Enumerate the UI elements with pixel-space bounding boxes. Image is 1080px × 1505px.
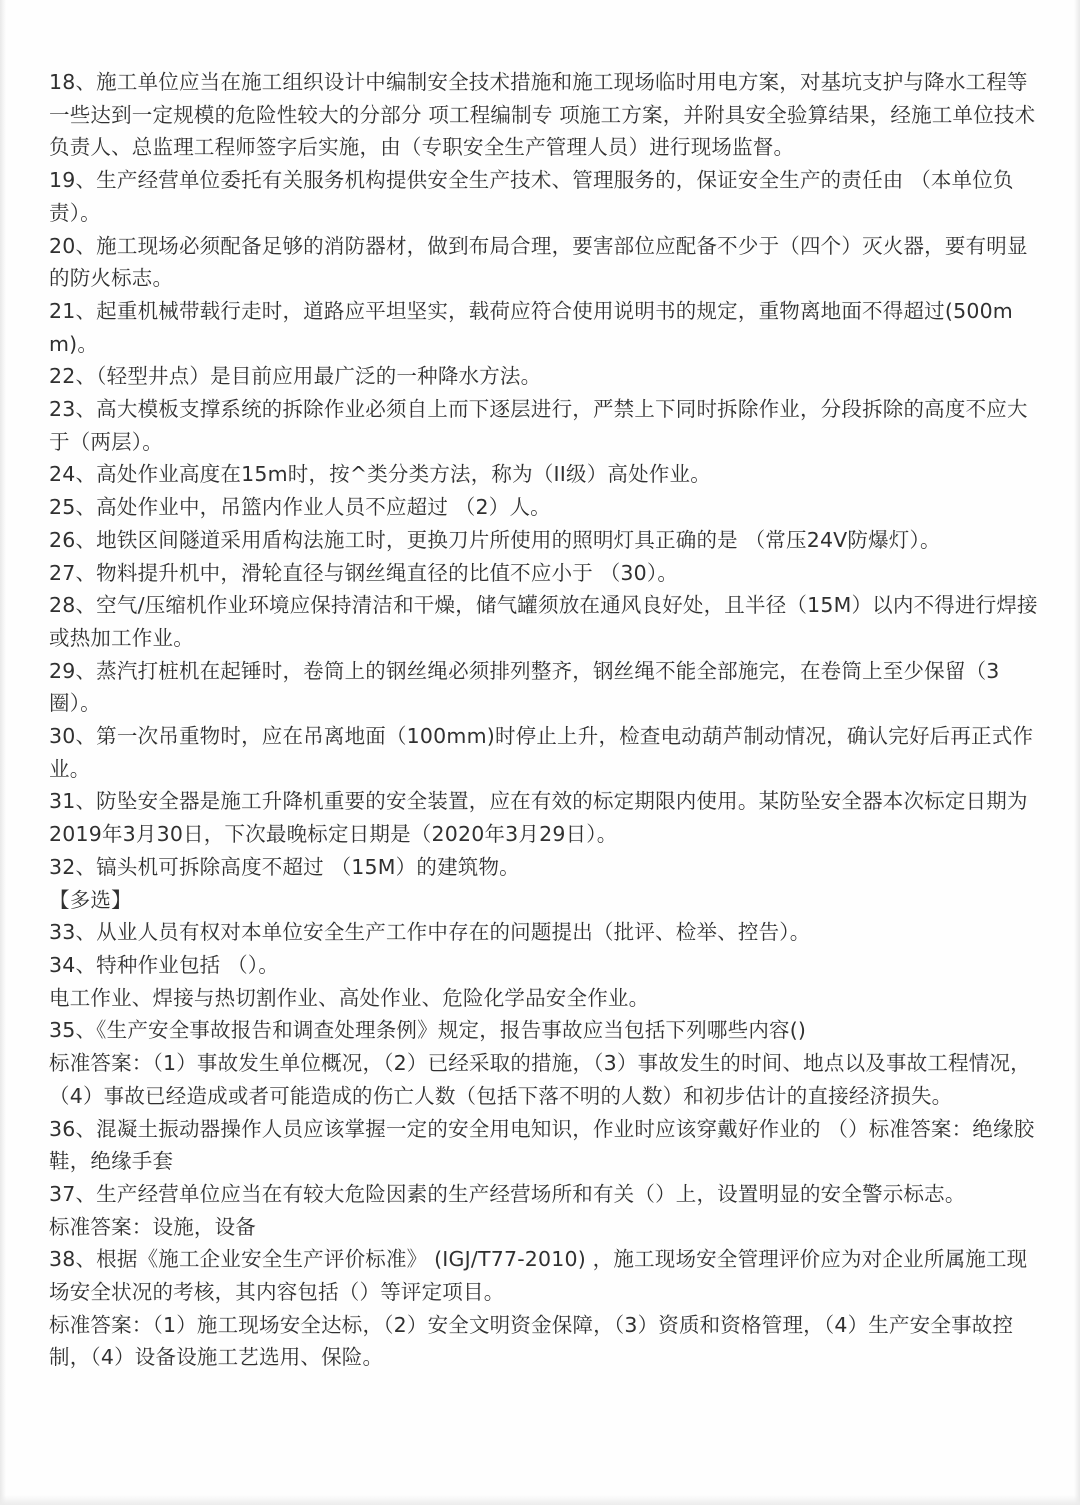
item-25: 25、高处作业中，吊篮内作业人员不应超过 （2）人。 — [49, 495, 551, 520]
item-19: 19、生产经营单位委托有关服务机构提供安全生产技术、管理服务的，保证安全生产的责任由 （本单位负责）。 — [49, 168, 1014, 225]
item-21: 21、起重机械带载行走时，道路应平坦坚实，载荷应符合使用说明书的规定，重物离地面不得超过(500mm)。 — [49, 298, 1013, 356]
item-27: 27、物料提升机中，滑轮直径与钢丝绳直径的比值不应小于 （30）。 — [49, 560, 679, 585]
item-18: 18、施工单位应当在施工组织设计中编制安全技术措施和施工现场临时用电方案，对基坑支护与降水工程等一些达到一定规模的危险性较大的分部分 项工程编制专 项施工方案，并附具安全验算结果，经施工单位技术负责人、总监理工程师签字后实施，由（专职安全生产管理人员）进行现场监督。 — [49, 70, 1036, 160]
item-20: 20、施工现场必须配备足够的消防器材，做到布局合理，要害部位应配备不少于（四个）灭火器，要有明显的防火标志。 — [49, 233, 1028, 291]
item-38: 38、根据《施工企业安全生产评价标准》 (IGJ/T77-2010) ，施工现场安全管理评价应为对企业所属施工现场安全状况的考核，其内容包括（）等评定项目。 — [49, 1247, 1028, 1305]
item-23: 23、高大模板支撑系统的拆除作业必须自上而下逐层进行，严禁上下同时拆除作业，分段拆除的高度不应大于（两层）。 — [49, 397, 1028, 454]
item-38-answer: 标准答案：（1）施工现场安全达标，（2）安全文明资金保障，（3）资质和资格管理，（4）生产安全事故控制，（4）设备设施工艺选用、保险。 — [49, 1312, 1014, 1370]
item-37: 37、生产经营单位应当在有较大危险因素的生产经营场所和有关（）上，设置明显的安全警示标志。 — [49, 1181, 966, 1206]
item-24: 24、高处作业高度在15m时，按^类分类方法，称为（II级）高处作业。 — [49, 462, 711, 487]
item-29: 29、蒸汽打桩机在起锤时，卷筒上的钢丝绳必须排列整齐，钢丝绳不能全部施完，在卷筒上至少保留（3圈）。 — [49, 658, 1000, 716]
item-34: 34、特种作业包括 （）。 — [49, 952, 279, 977]
item-28: 28、空气/压缩机作业环境应保持清洁和干燥，储气罐须放在通风良好处，且半径（15M）以内不得进行焊接或热加工作业。 — [49, 593, 1038, 650]
item-36: 36、混凝土振动器操作人员应该掌握一定的安全用电知识，作业时应该穿戴好作业的 （）标准答案：绝缘胶鞋，绝缘手套 — [49, 1116, 1035, 1174]
section-heading-multiple-choice: 【多选】 — [49, 887, 132, 912]
item-35: 35、《生产安全事故报告和调查处理条例》规定，报告事故应当包括下列哪些内容() — [49, 1018, 807, 1043]
item-33: 33、从业人员有权对本单位安全生产工作中存在的问题提出（批评、检举、控告）。 — [49, 920, 811, 945]
item-31: 31、防坠安全器是施工升降机重要的安全装置，应在有效的标定期限内使用。某防坠安全器本次标定日期为2019年3月30日，下次最晚标定日期是（2020年3月29日）。 — [49, 789, 1028, 847]
item-37-answer: 标准答案：设施，设备 — [49, 1214, 256, 1239]
bottom-edge-shadow — [0, 1495, 1080, 1505]
left-edge-shadow — [0, 0, 6, 1505]
item-30: 30、第一次吊重物时，应在吊离地面（100mm)时停止上升，检查电动葫芦制动情况，确认完好后再正式作业。 — [49, 724, 1034, 781]
item-34-answer: 电工作业、焊接与热切割作业、高处作业、危险化学品安全作业。 — [49, 985, 650, 1010]
item-35-answer: 标准答案：（1）事故发生单位概况，（2）已经采取的措施，（3）事故发生的时间、地点以及事故工程情况，（4）事故已经造成或者可能造成的伤亡人数（包括下落不明的人数）和初步估计的直接经济损失。 — [49, 1051, 1031, 1108]
item-26: 26、地铁区间隧道采用盾构法施工时，更换刀片所使用的照明灯具正确的是 （常压24V防爆灯）。 — [49, 527, 941, 552]
item-32: 32、镐头机可拆除高度不超过 （15M）的建筑物。 — [49, 854, 520, 879]
right-edge-shadow — [1074, 0, 1080, 1505]
item-22: 22、（轻型井点）是目前应用最广泛的一种降水方法。 — [49, 364, 542, 389]
document-text — [49, 66, 1040, 1374]
